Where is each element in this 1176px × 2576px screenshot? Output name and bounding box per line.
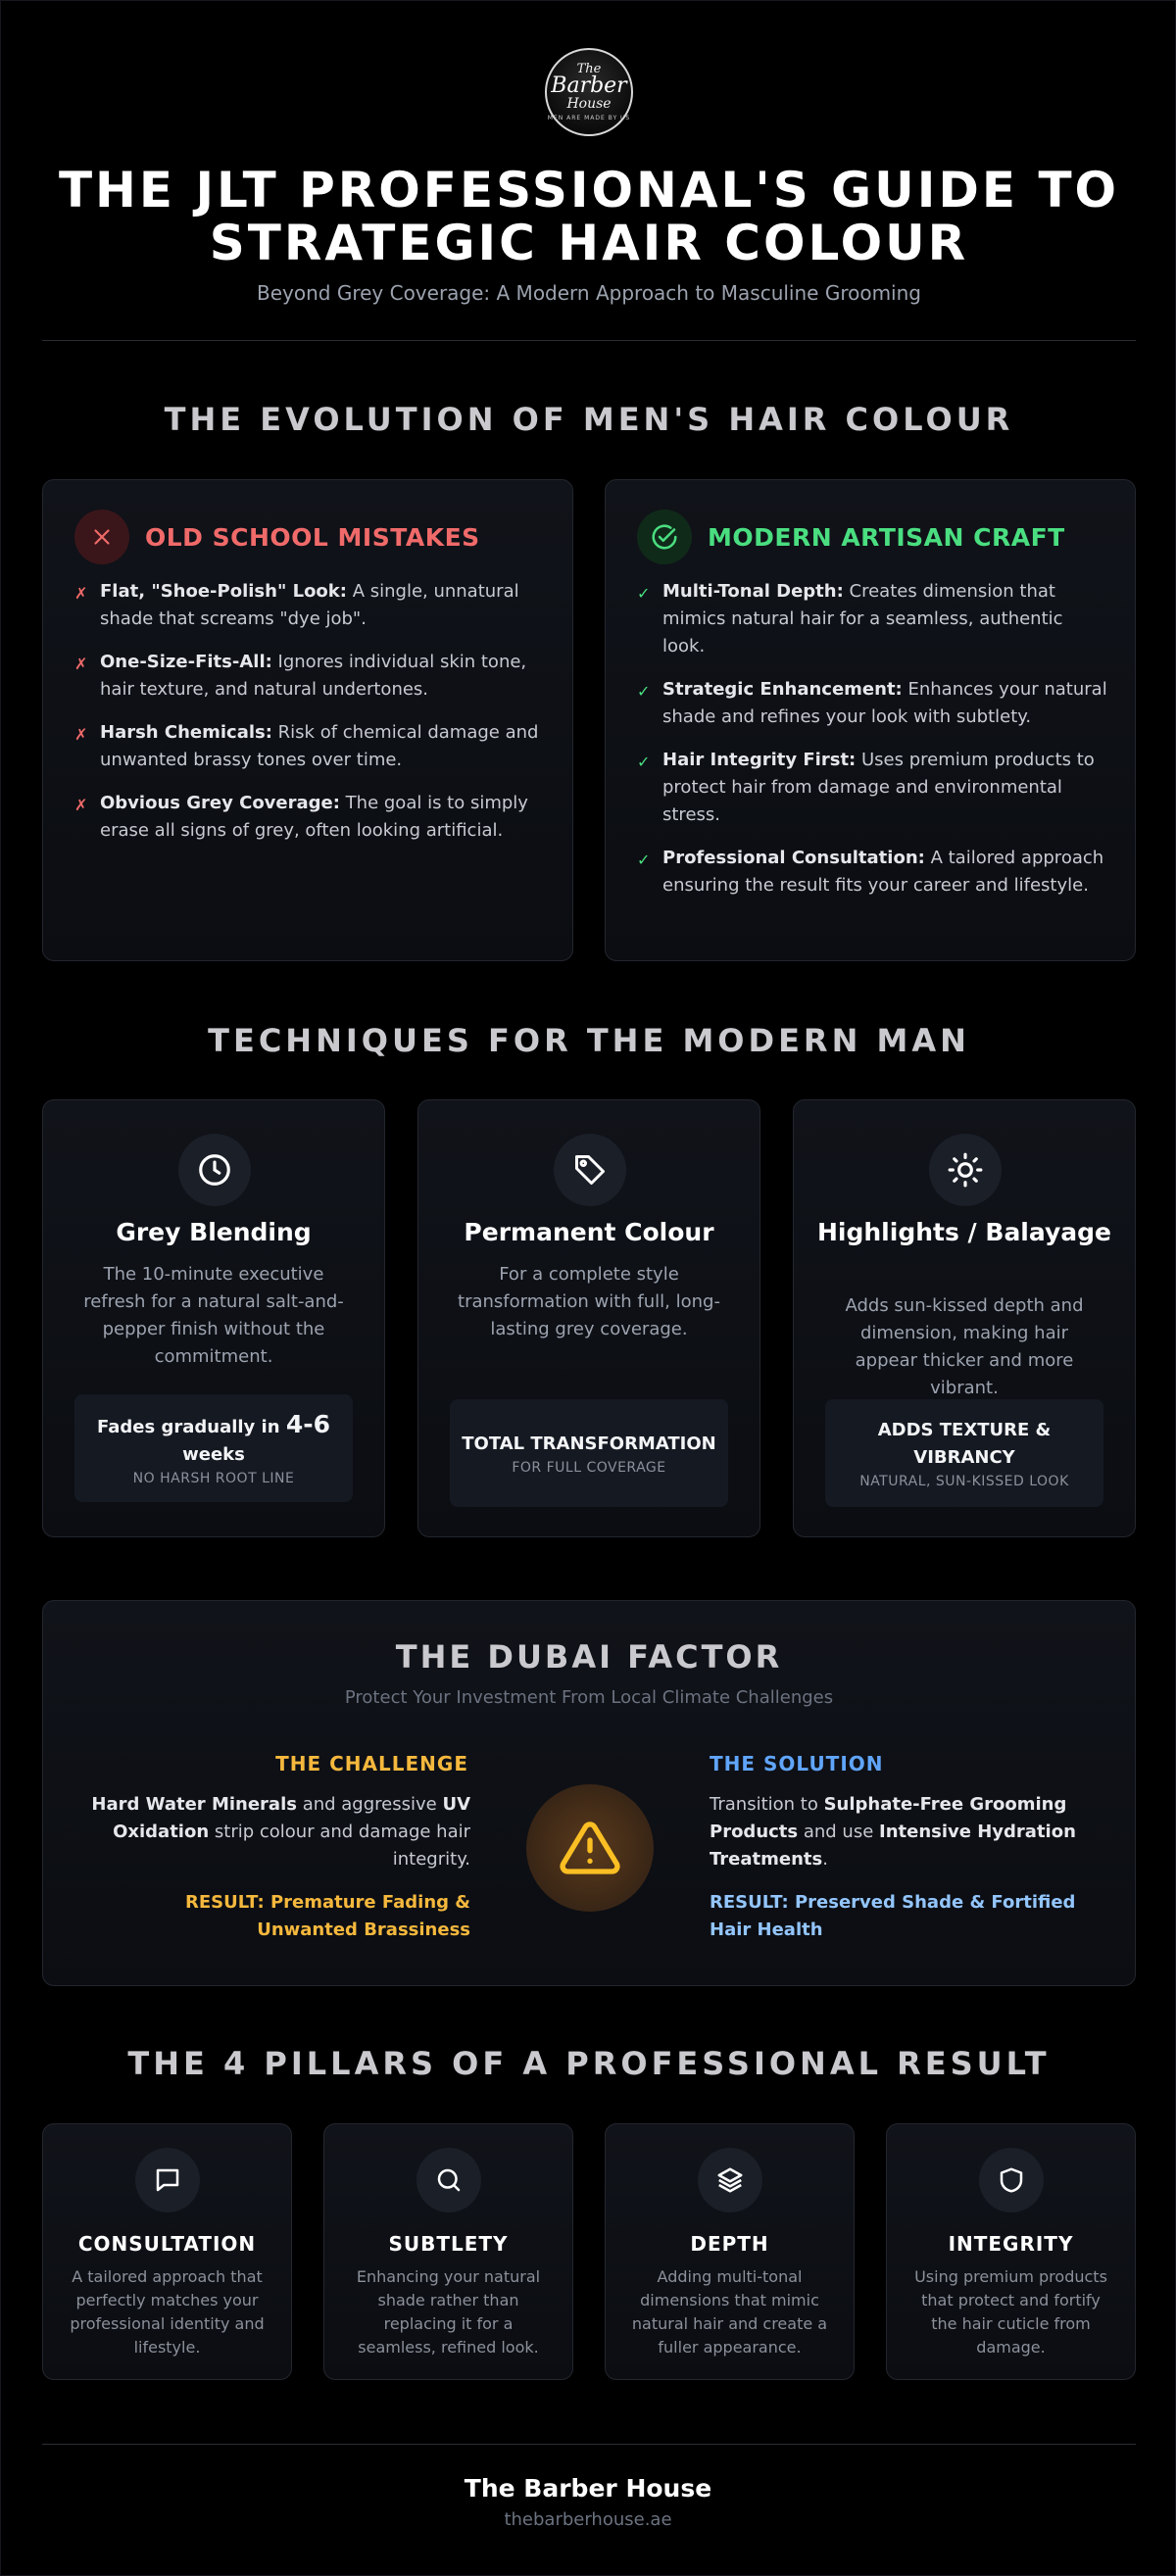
list-item: ✓ Strategic Enhancement: Enhances your natural shade and refines your look with subtlety. <box>637 679 1107 727</box>
technique-title: Permanent Colour <box>464 1218 714 1246</box>
modern-craft-card <box>605 479 1136 961</box>
page-title: THE JLT PROFESSIONAL'S GUIDE TO STRATEGIC HAIR COLOUR <box>58 162 1120 271</box>
modern-craft-list <box>637 578 1107 915</box>
chat-icon <box>135 2148 200 2212</box>
technique-description: For a complete style transformation with full, long-lasting grey coverage. <box>458 1264 720 1339</box>
footer-brand-name: The Barber House <box>464 2474 712 2503</box>
pillar-description: A tailored approach that perfectly matches your professional identity and lifestyle. <box>70 2267 265 2357</box>
technique-card-highlights <box>793 1099 1136 1537</box>
technique-card-permanent-colour <box>417 1099 760 1537</box>
dubai-factor-subtitle: Protect Your Investment From Local Climate Challenges <box>344 1687 834 1708</box>
warning-icon <box>526 1784 654 1912</box>
list-item: ✗ One-Size-Fits-All: Ignores individual skin tone, hair texture, and natural undertones. <box>74 652 527 700</box>
challenge-text: Hard Water Minerals and aggressive UV Oxidation strip colour and damage hair integrity. <box>91 1794 470 1870</box>
x-icon <box>74 510 129 564</box>
list-item: ✗ Flat, "Shoe-Polish" Look: A single, unnatural shade that screams "dye job". <box>74 581 519 629</box>
pillar-description: Using premium products that protect and fortify the hair cuticle from damage. <box>914 2267 1107 2357</box>
pillar-card-subtlety <box>323 2123 573 2380</box>
pillar-title: SUBTLETY <box>388 2232 509 2256</box>
techniques-heading: TECHNIQUES FOR THE MODERN MAN <box>208 1022 970 1059</box>
list-item: ✗ Obvious Grey Coverage: The goal is to simply erase all signs of grey, often looking artificial. <box>74 793 528 841</box>
logo-tagline: MEN ARE MADE BY US <box>547 115 631 122</box>
evolution-heading: THE EVOLUTION OF MEN'S HAIR COLOUR <box>164 401 1014 438</box>
technique-title: Grey Blending <box>116 1218 312 1246</box>
technique-highlight-box: TOTAL TRANSFORMATION FOR FULL COVERAGE <box>450 1399 728 1507</box>
check-circle-icon <box>637 510 692 564</box>
list-item: ✓ Multi-Tonal Depth: Creates dimension that mimics natural hair for a seamless, authentic look. <box>637 581 1063 656</box>
technique-description: Adds sun-kissed depth and dimension, making hair appear thicker and more vibrant. <box>845 1295 1084 1398</box>
layers-icon <box>698 2148 762 2212</box>
divider <box>42 340 1136 341</box>
old-school-card <box>42 479 573 961</box>
tag-icon <box>554 1134 626 1206</box>
pillar-card-depth <box>605 2123 855 2380</box>
shield-icon <box>979 2148 1044 2212</box>
solution-result: RESULT: Preserved Shade & Fortified Hair Health <box>710 1892 1076 1940</box>
footer-divider <box>42 2444 1136 2445</box>
old-school-list <box>74 578 545 860</box>
old-school-title: OLD SCHOOL MISTAKES <box>145 522 480 552</box>
challenge-result: RESULT: Premature Fading & Unwanted Brassiness <box>184 1892 470 1940</box>
challenge-heading: THE CHALLENGE <box>275 1752 468 1775</box>
dubai-factor-panel <box>42 1600 1136 1986</box>
list-item: ✓ Professional Consultation: A tailored approach ensuring the result fits your career and lifestyle. <box>637 848 1104 896</box>
footer-website-link[interactable]: thebarberhouse.ae <box>504 2509 672 2530</box>
dubai-factor-title: THE DUBAI FACTOR <box>395 1638 783 1676</box>
technique-highlight-box: ADDS TEXTURE & VIBRANCY NATURAL, SUN-KISSED LOOK <box>825 1399 1103 1507</box>
search-icon <box>416 2148 481 2212</box>
barber-house-logo <box>545 48 633 136</box>
clock-icon <box>178 1134 251 1206</box>
technique-description: The 10-minute executive refresh for a natural salt-and-pepper finish without the commitment. <box>83 1264 344 1367</box>
pillar-title: INTEGRITY <box>948 2232 1074 2256</box>
modern-craft-title: MODERN ARTISAN CRAFT <box>708 522 1065 552</box>
technique-title: Highlights / Balayage <box>817 1218 1111 1246</box>
logo-text-house: House <box>566 96 612 112</box>
pillar-title: DEPTH <box>690 2232 769 2256</box>
list-item: ✓ Hair Integrity First: Uses premium products to protect hair from damage and environmental stress. <box>637 750 1095 825</box>
pillar-card-integrity <box>886 2123 1136 2380</box>
sun-icon <box>929 1134 1002 1206</box>
list-item: ✗ Harsh Chemicals: Risk of chemical damage and unwanted brassy tones over time. <box>74 722 539 770</box>
pillars-heading: THE 4 PILLARS OF A PROFESSIONAL RESULT <box>127 2045 1051 2082</box>
technique-highlight-box: Fades gradually in 4-6 weeks NO HARSH ROOT LINE <box>74 1394 353 1502</box>
pillar-card-consultation <box>42 2123 292 2380</box>
logo-text-the: The <box>576 62 602 76</box>
pillar-title: CONSULTATION <box>77 2232 257 2256</box>
pillar-description: Enhancing your natural shade rather than replacing it for a seamless, refined look. <box>356 2267 541 2357</box>
page-subtitle: Beyond Grey Coverage: A Modern Approach to Masculine Grooming <box>257 281 921 305</box>
logo-text-barber: Barber <box>551 73 627 98</box>
solution-text: Transition to Sulphate-Free Grooming Products and use Intensive Hydration Treatments. <box>710 1794 1076 1870</box>
pillar-description: Adding multi-tonal dimensions that mimic natural hair and create a fuller appearance. <box>631 2267 828 2357</box>
solution-heading: THE SOLUTION <box>710 1752 884 1775</box>
technique-card-grey-blending <box>42 1099 385 1537</box>
